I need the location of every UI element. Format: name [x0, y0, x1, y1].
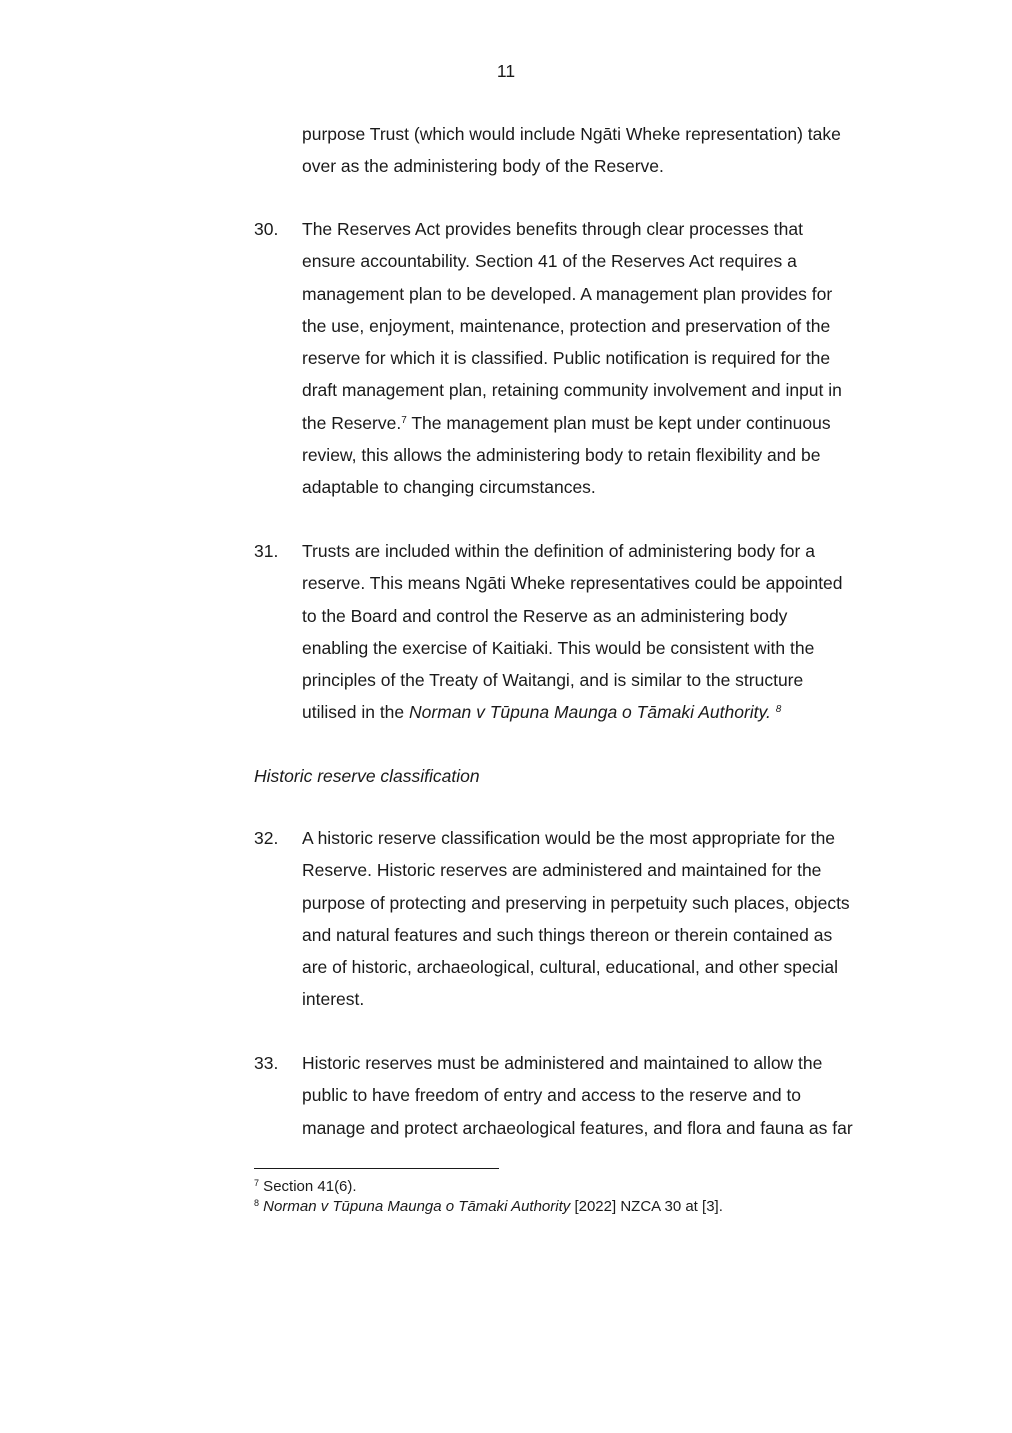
text-line: interest.: [302, 989, 365, 1010]
text-line: public to have freedom of entry and access to the reserve and to: [302, 1085, 802, 1106]
case-citation: Norman v Tūpuna Maunga o Tāmaki Authority.: [409, 702, 771, 723]
text-line: management plan to be developed. A management plan provides for: [302, 283, 833, 304]
paragraph-continuation: [302, 118, 902, 183]
text-line: over as the administering body of the Reserve.: [302, 156, 664, 177]
text-line: Historic reserves must be administered and maintained to allow the: [302, 1053, 823, 1073]
text-line: principles of the Treaty of Waitangi, and is similar to the structure: [302, 670, 804, 691]
footnote-7: [254, 1177, 723, 1197]
text-line: draft management plan, retaining community involvement and input in: [302, 380, 842, 401]
text-fragment: the Reserve.: [302, 412, 402, 433]
paragraph-body: [302, 213, 902, 504]
text-line: adaptable to changing circumstances.: [302, 477, 596, 498]
paragraph-number: 31.: [254, 541, 279, 561]
text-line: Trusts are included within the definition of administering body for a: [302, 541, 815, 561]
text-line: and natural features and such things thereon or therein contained as: [302, 924, 833, 945]
text-line: [302, 407, 902, 439]
text-line: [302, 696, 902, 728]
text-line: purpose Trust (which would include Ngāti Wheke representation) take: [302, 124, 841, 144]
section-heading: Historic reserve classification: [254, 766, 480, 786]
text-line: review, this allows the administering body to retain flexibility and be: [302, 445, 821, 466]
text-fragment: The management plan must be kept under continuous: [406, 412, 831, 433]
footnote-separator: [254, 1168, 499, 1169]
text-fragment: utilised in the: [302, 702, 410, 723]
paragraph-body: [302, 535, 902, 729]
text-line: enabling the exercise of Kaitiaki. This would be consistent with the: [302, 637, 815, 658]
footnote-mark: 8: [254, 1198, 260, 1208]
footnote-text: [2022] NZCA 30 at [3].: [570, 1198, 723, 1215]
text-line: purpose of protecting and preserving in perpetuity such places, objects: [302, 892, 850, 913]
paragraph-number: 30.: [254, 219, 279, 239]
paragraph-body: [302, 822, 902, 1016]
text-line: the use, enjoyment, maintenance, protection and preservation of the: [302, 315, 831, 336]
footnote-mark: 7: [254, 1178, 260, 1188]
text-line: are of historic, archaeological, cultural, educational, and other special: [302, 957, 839, 978]
case-citation: Norman v Tūpuna Maunga o Tāmaki Authority: [259, 1198, 571, 1215]
paragraph-number: 33.: [254, 1053, 279, 1073]
text-line: reserve for which it is classified. Public notification is required for the: [302, 348, 831, 369]
text-line: ensure accountability. Section 41 of the Reserves Act requires a: [302, 251, 797, 272]
footnote-text: Section 41(6).: [259, 1178, 357, 1195]
footnote-ref-7[interactable]: 7: [401, 414, 407, 426]
page-number: 11: [496, 61, 516, 81]
text-line: manage and protect archaeological features, and flora and fauna as far: [302, 1117, 853, 1138]
paragraph-body: [302, 1047, 902, 1144]
text-line: to the Board and control the Reserve as an administering body: [302, 605, 788, 626]
footnotes: [254, 1177, 723, 1217]
text-line: Reserve. Historic reserves are administered and maintained for the: [302, 860, 822, 881]
text-line: The Reserves Act provides benefits through clear processes that: [302, 219, 803, 239]
footnote-8: [254, 1197, 723, 1217]
text-line: A historic reserve classification would be the most appropriate for the: [302, 828, 836, 848]
text-line: reserve. This means Ngāti Wheke representatives could be appointed: [302, 573, 843, 594]
footnote-ref-8[interactable]: 8: [775, 704, 782, 716]
paragraph-number: 32.: [254, 828, 279, 848]
